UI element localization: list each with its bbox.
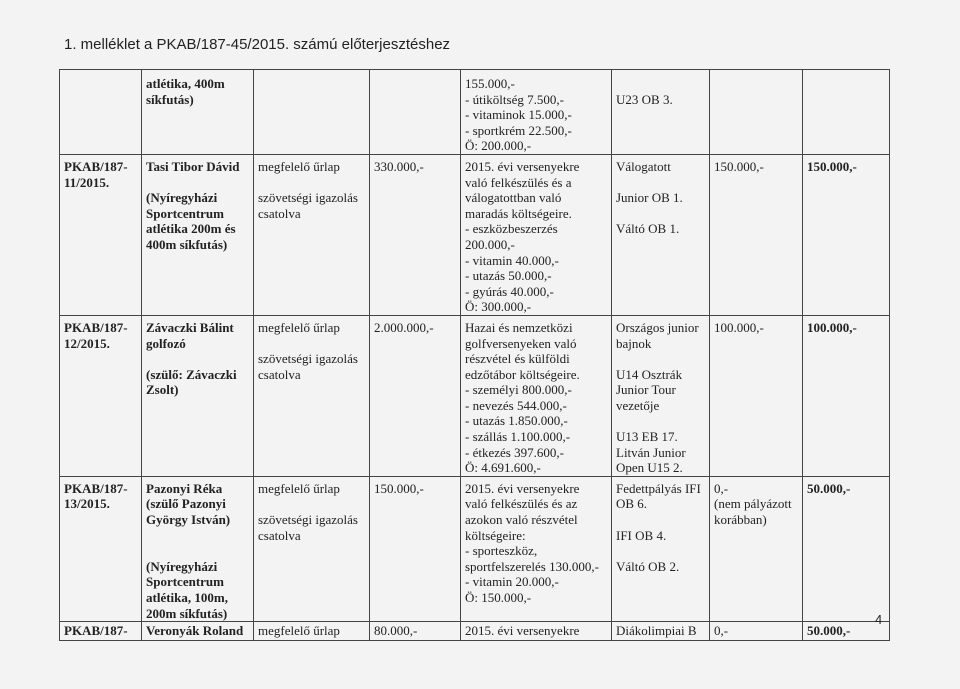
id-cell [60, 70, 142, 155]
page-number: 4 [875, 612, 883, 627]
amount-cell: 2.000.000,- [370, 315, 461, 476]
docs-cell: megfelelő űrlap szövetségi igazolás csatolva [254, 154, 370, 315]
id-cell: PKAB/187- 12/2015. [60, 315, 142, 476]
purpose-cell: Hazai és nemzetközi golfversenyeken való részvétel és külföldi edzőtábor költségeire. - személyi 800.000,- - nevezés 544.000,- - utazás 1.850.000,- - szállás 1.100.000,- - étkezés 397.600,- Ö: 4.691.600,- [461, 315, 612, 476]
results-cell: Fedettpályás IFI OB 6. IFI OB 4. Váltó OB 2. [612, 476, 710, 621]
final-support-cell: 50.000,- [803, 622, 890, 641]
name-cell: Závaczki Bálint golfozó (szülő: Závaczki Zsolt) [142, 315, 254, 476]
amount-cell: 80.000,- [370, 622, 461, 641]
results-cell: U23 OB 3. [612, 70, 710, 155]
support-cell [710, 70, 803, 155]
name-cell: Veronyák Roland [142, 622, 254, 641]
purpose-cell: 2015. évi versenyekre való felkészülés és a válogatottban való maradás költségeire. - eszközbeszerzés 200.000,- - vitamin 40.000,- - utazás 50.000,- - gyúrás 40.000,- Ö: 300.000,- [461, 154, 612, 315]
support-cell: 100.000,- [710, 315, 803, 476]
table-row [60, 70, 890, 155]
results-cell: Országos junior bajnok U14 Osztrák Junior Tour vezetője U13 EB 17. Litván Junior Open U15 2. [612, 315, 710, 476]
support-cell: 0,- [710, 622, 803, 641]
support-cell: 150.000,- [710, 154, 803, 315]
document-header: 1. melléklet a PKAB/187-45/2015. számú előterjesztéshez [64, 36, 451, 53]
id-cell: PKAB/187- 13/2015. [60, 476, 142, 621]
amount-cell: 150.000,- [370, 476, 461, 621]
purpose-cell: 155.000,- - útiköltség 7.500,- - vitaminok 15.000,- - sportkrém 22.500,- Ö: 200.000,- [461, 70, 612, 155]
final-support-cell [803, 70, 890, 155]
final-support-cell: 150.000,- [803, 154, 890, 315]
docs-cell: megfelelő űrlap szövetségi igazolás csatolva [254, 315, 370, 476]
table-row [60, 476, 890, 621]
table-row [60, 315, 890, 476]
table-row [60, 622, 890, 641]
applications-table [59, 69, 890, 641]
amount-cell [370, 70, 461, 155]
results-cell: Diákolimpiai B [612, 622, 710, 641]
docs-cell [254, 70, 370, 155]
final-support-cell: 100.000,- [803, 315, 890, 476]
name-cell: Tasi Tibor Dávid (Nyíregyházi Sportcentrum atlétika 200m és 400m síkfutás) [142, 154, 254, 315]
docs-cell: megfelelő űrlap szövetségi igazolás csatolva [254, 476, 370, 621]
support-cell: 0,- (nem pályázott korábban) [710, 476, 803, 621]
id-cell: PKAB/187- [60, 622, 142, 641]
amount-cell: 330.000,- [370, 154, 461, 315]
id-cell: PKAB/187- 11/2015. [60, 154, 142, 315]
docs-cell: megfelelő űrlap [254, 622, 370, 641]
results-cell: Válogatott Junior OB 1. Váltó OB 1. [612, 154, 710, 315]
table-row [60, 154, 890, 315]
name-cell: atlétika, 400m síkfutás) [142, 70, 254, 155]
purpose-cell: 2015. évi versenyekre [461, 622, 612, 641]
purpose-cell: 2015. évi versenyekre való felkészülés és az azokon való részvétel költségeire: - sporteszköz, sportfelszerelés 130.000,- - vitamin 20.000,- Ö: 150.000,- [461, 476, 612, 621]
final-support-cell: 50.000,- [803, 476, 890, 621]
name-cell: Pazonyi Réka (szülő Pazonyi György István) (Nyíregyházi Sportcentrum atlétika, 100m, 200m síkfutás) [142, 476, 254, 621]
